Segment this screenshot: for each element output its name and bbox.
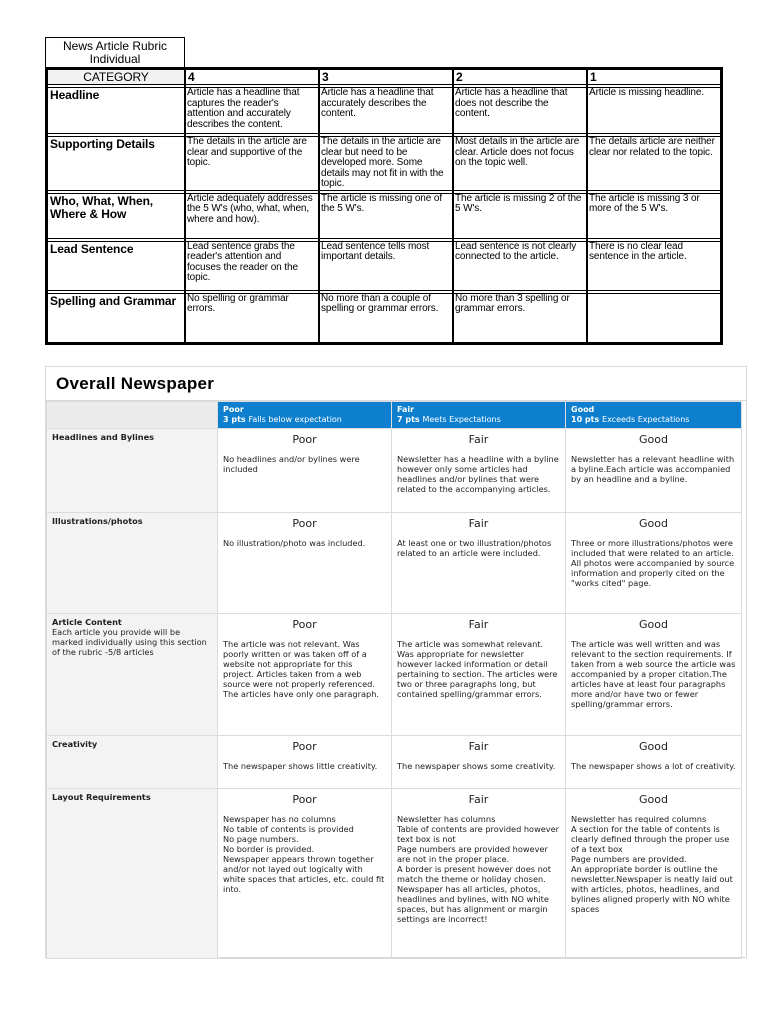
rubric-category: Spelling and Grammar xyxy=(47,293,185,343)
rating-cell-good xyxy=(566,736,742,789)
criterion-name: Headlines and Bylines xyxy=(52,432,155,442)
rating-label: Fair xyxy=(468,793,489,806)
rubric-cell: Article has a headline that captures the reader's attention and accurately describes the content. xyxy=(185,87,319,134)
rubric-cell: No spelling or grammar errors. xyxy=(185,293,319,343)
level-header-fair xyxy=(392,402,566,429)
criteria-header-blank xyxy=(47,402,218,429)
rubric-cell: Article adequately addresses the 5 W's (who, what, when, where and how). xyxy=(185,193,319,239)
rating-description: The article was not relevant. Was poorly written or was taken off of a website not appropriate for this project. Articles taken from a web source were not properly referenced. The articles have only one paragraph. xyxy=(223,639,379,699)
rubric-row-supporting-details xyxy=(47,136,721,191)
rating-label: Good xyxy=(639,793,668,806)
rating-label: Fair xyxy=(468,517,489,530)
level-name: Poor xyxy=(223,405,244,414)
level-points: 3 pts xyxy=(223,415,246,424)
rating-cell-poor xyxy=(218,429,392,513)
rating-description: The newspaper shows little creativity. xyxy=(223,761,378,771)
rubric-cell: The details in the article are clear and supportive of the topic. xyxy=(185,136,319,191)
level-name: Fair xyxy=(397,405,415,414)
criterion-row-creativity xyxy=(47,736,742,789)
rubric-cell: No more than a couple of spelling or grammar errors. xyxy=(319,293,453,343)
rubric-category: Headline xyxy=(47,87,185,134)
rating-label: Fair xyxy=(468,433,489,446)
rubric-category: Supporting Details xyxy=(47,136,185,191)
rating-description: Newsletter has columns Table of contents are provided however text box is not Page numbers are provided however are not in the proper place. A border is present however does not match the theme or holiday chosen. Newspaper has all articles, photos, headlines and bylines, with NO white spaces, but has alignment or margin settings are incorrect! xyxy=(397,814,560,924)
rating-description: The newspaper shows some creativity. xyxy=(397,761,556,771)
rating-description: No illustration/photo was included. xyxy=(223,538,366,548)
rubric-cell: The article is missing 3 or more of the 5 W's. xyxy=(587,193,721,239)
rubric-cell: Lead sentence is not clearly connected to the article. xyxy=(453,241,587,291)
rating-description: Newsletter has a headline with a byline however only some articles had headlines and/or bylines that were related to the accompanying articles. xyxy=(397,454,559,494)
overall-levels-row xyxy=(47,402,742,429)
rating-label: Good xyxy=(639,618,668,631)
criterion-row-headlines-bylines xyxy=(47,429,742,513)
rating-description: Newsletter has a relevant headline with a byline.Each article was accompanied by an headline and a byline. xyxy=(571,454,735,484)
rubric-cell: The details in the article are clear but need to be developed more. Some details may not fit in with the topic. xyxy=(319,136,453,191)
rating-description: No headlines and/or bylines were included xyxy=(223,454,360,474)
rating-cell-poor xyxy=(218,789,392,959)
rating-label: Poor xyxy=(292,433,317,446)
rubric-cell: Article is missing headline. xyxy=(587,87,721,134)
rating-cell-fair xyxy=(392,429,566,513)
criterion-row-article-content xyxy=(47,614,742,736)
rating-label: Poor xyxy=(292,618,317,631)
criterion-name: Article Content xyxy=(52,617,122,627)
rating-description: Newspaper has no columns No table of contents is provided No page numbers. No border is provided. Newspaper appears thrown together and/or not layed out logically with white spaces that articles, etc. could fit into. xyxy=(223,814,385,894)
overall-rubric-table xyxy=(46,401,742,959)
rating-description: The article was well written and was relevant to the section requirements. If taken from a web source the article was accompanied by a proper citation.The articles have at least four paragraphs more and/or have two or fewer spelling/grammar errors. xyxy=(571,639,736,709)
criterion-name: Illustrations/photos xyxy=(52,516,143,526)
rating-label: Poor xyxy=(292,517,317,530)
rubric-cell xyxy=(587,293,721,343)
overall-rubric-title: Overall Newspaper xyxy=(46,367,746,401)
rating-label: Good xyxy=(639,740,668,753)
rubric-cell: The article is missing 2 of the 5 W's. xyxy=(453,193,587,239)
criterion-row-layout xyxy=(47,789,742,959)
rubric-row-headline xyxy=(47,87,721,134)
criterion-name: Creativity xyxy=(52,739,98,749)
level-description: Falls below expectation xyxy=(248,415,342,424)
rating-cell-fair xyxy=(392,736,566,789)
criterion-cell xyxy=(47,513,218,614)
rubric-cell: Lead sentence grabs the reader's attention and focuses the reader on the topic. xyxy=(185,241,319,291)
rating-description: The article was somewhat relevant. Was appropriate for newsletter however lacked information or detail pertaining to section. The articles were two or three paragraphs long, but contained spelling/grammar errors. xyxy=(397,639,558,699)
rubric-row-spelling-grammar xyxy=(47,293,721,343)
level-header-2: 2 xyxy=(453,69,587,85)
rating-description: The newspaper shows a lot of creativity. xyxy=(571,761,736,771)
rating-cell-poor xyxy=(218,614,392,736)
level-description: Exceeds Expectations xyxy=(602,415,690,424)
rubric-row-5ws xyxy=(47,193,721,239)
rating-cell-good xyxy=(566,513,742,614)
rating-label: Good xyxy=(639,517,668,530)
rating-cell-good xyxy=(566,789,742,959)
rating-description: Three or more illustrations/photos were included that were related to an article. All photos were accompanied by source information and properly cited on the "works cited" page. xyxy=(571,538,735,588)
level-points: 10 pts xyxy=(571,415,600,424)
criterion-row-illustrations xyxy=(47,513,742,614)
rubric-title: News Article Rubric Individual xyxy=(45,37,185,67)
rating-cell-fair xyxy=(392,789,566,959)
level-header-3: 3 xyxy=(319,69,453,85)
level-header-good xyxy=(566,402,742,429)
criterion-cell xyxy=(47,789,218,959)
rubric-cell: Article has a headline that accurately describes the content. xyxy=(319,87,453,134)
news-article-rubric-table xyxy=(45,67,723,345)
criterion-cell xyxy=(47,429,218,513)
rating-cell-poor xyxy=(218,513,392,614)
rating-label: Good xyxy=(639,433,668,446)
rating-description: At least one or two illustration/photos related to an article were included. xyxy=(397,538,552,558)
rating-cell-good xyxy=(566,429,742,513)
rating-cell-fair xyxy=(392,513,566,614)
rubric-category: Lead Sentence xyxy=(47,241,185,291)
category-header: CATEGORY xyxy=(47,69,185,85)
rubric-cell: There is no clear lead sentence in the article. xyxy=(587,241,721,291)
rubric-cell: The article is missing one of the 5 W's. xyxy=(319,193,453,239)
rating-cell-poor xyxy=(218,736,392,789)
rating-description: Newsletter has required columns A section for the table of contents is clearly defined through the proper use of a text box Page numbers are provided. An appropriate border is outline the newsletter.Newspaper is neatly laid out with articles, photos, headlines, and bylines aligned properly with NO white spaces xyxy=(571,814,733,914)
rubric-category: Who, What, When, Where & How xyxy=(47,193,185,239)
criterion-note: Each article you provide will be marked individually using this section of the rubric -5/8 articles xyxy=(52,627,207,657)
level-name: Good xyxy=(571,405,595,414)
rubric-cell: No more than 3 spelling or grammar errors. xyxy=(453,293,587,343)
level-points: 7 pts xyxy=(397,415,420,424)
rating-label: Fair xyxy=(468,618,489,631)
rating-label: Poor xyxy=(292,740,317,753)
rating-cell-fair xyxy=(392,614,566,736)
rating-label: Poor xyxy=(292,793,317,806)
rubric-cell: The details article are neither clear nor related to the topic. xyxy=(587,136,721,191)
level-header-poor xyxy=(218,402,392,429)
rubric-cell: Article has a headline that does not describe the content. xyxy=(453,87,587,134)
criterion-name: Layout Requirements xyxy=(52,792,151,802)
rubric-row-lead-sentence xyxy=(47,241,721,291)
rubric-cell: Lead sentence tells most important details. xyxy=(319,241,453,291)
rubric-cell: Most details in the article are clear. Article does not focus on the topic well. xyxy=(453,136,587,191)
criterion-cell xyxy=(47,736,218,789)
rubric-header-row xyxy=(47,69,721,85)
level-header-4: 4 xyxy=(185,69,319,85)
level-description: Meets Expectations xyxy=(422,415,501,424)
criterion-cell xyxy=(47,614,218,736)
rating-label: Fair xyxy=(468,740,489,753)
overall-newspaper-rubric xyxy=(45,366,747,958)
level-header-1: 1 xyxy=(587,69,721,85)
rating-cell-good xyxy=(566,614,742,736)
